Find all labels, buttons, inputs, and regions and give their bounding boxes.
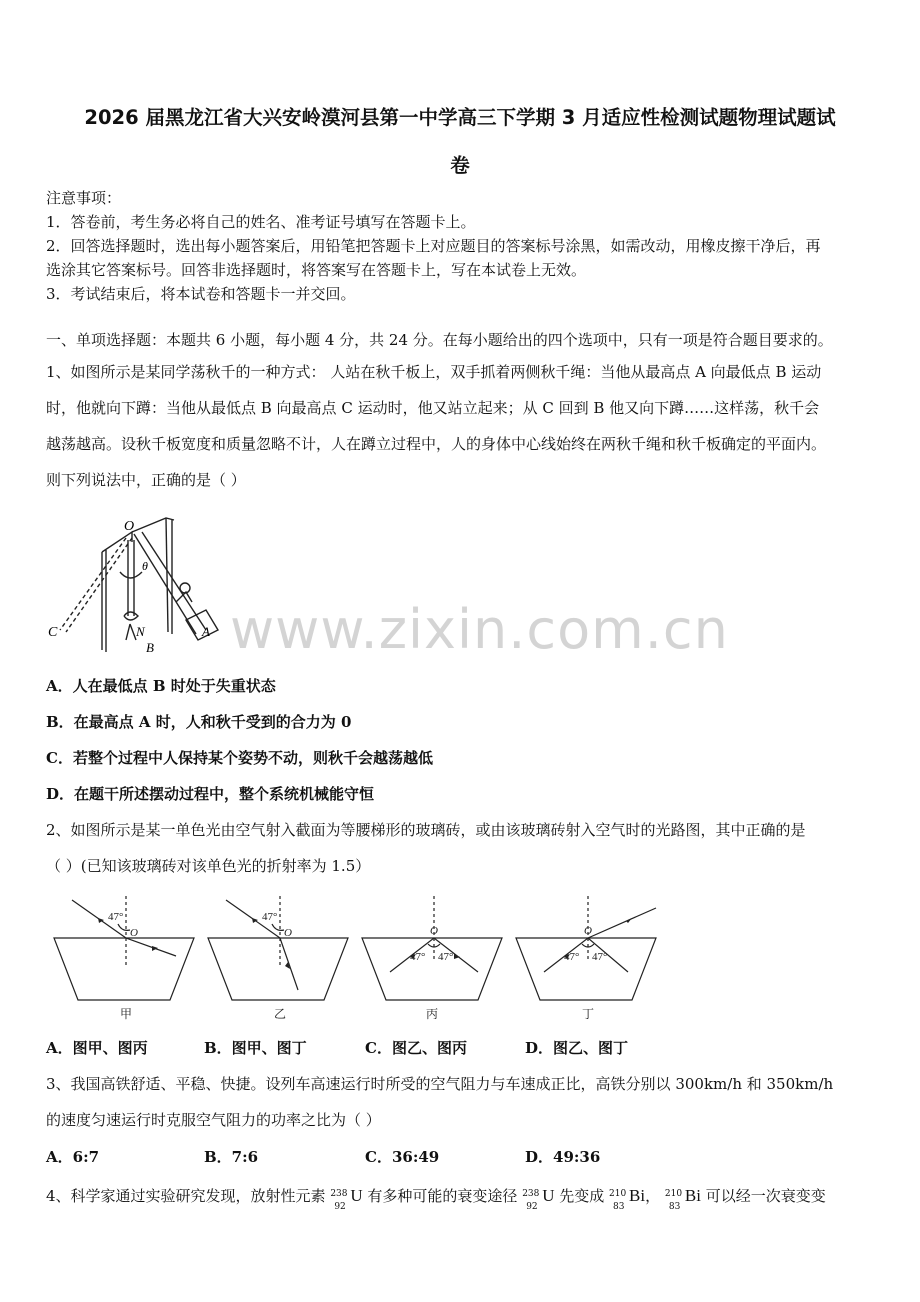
q1-option-a[interactable]: A．人在最低点 B 时处于失重状态 bbox=[46, 677, 276, 695]
q1-swing-figure bbox=[46, 512, 226, 658]
q1-option-c[interactable]: C．若整个过程中人保持某个姿势不动，则秋千会越荡越低 bbox=[46, 749, 433, 767]
fig-angle-jia: 47° bbox=[108, 911, 124, 923]
q4-text-1: 4、科学家通过实验研究发现，放射性元素 bbox=[46, 1187, 326, 1205]
q1-line2: 时，他就向下蹲：当他从最低点 B 向最高点 C 运动时，他又站立起来；从 C 回到 B 他又向下蹲……这样荡，秋千会 bbox=[46, 399, 820, 417]
fig-caption-yi: 乙 bbox=[274, 1007, 287, 1021]
q4-text-3: 先变成 bbox=[559, 1187, 605, 1205]
q2-option-c[interactable]: C．图乙、图丙 bbox=[365, 1039, 467, 1057]
isotope-bi210-b: 210 83 bbox=[664, 1189, 683, 1212]
isotope-u238-a: 238 92 bbox=[330, 1189, 348, 1212]
fig-label-theta: θ bbox=[142, 559, 148, 573]
q2-option-d[interactable]: D．图乙、图丁 bbox=[525, 1039, 629, 1057]
fig-label-a: A bbox=[202, 624, 210, 639]
q1-line4: 则下列说法中，正确的是（ ） bbox=[46, 471, 246, 489]
q2-line1: 2、如图所示是某一单色光由空气射入截面为等腰梯形的玻璃砖，或由该玻璃砖射入空气时的光路图，其中正确的是 bbox=[46, 821, 806, 839]
q3-option-c[interactable]: C．36:49 bbox=[365, 1148, 440, 1166]
fig-label-o: O bbox=[124, 519, 135, 534]
fig-caption-ding: 丁 bbox=[582, 1007, 595, 1021]
fig-angle-ding-right: 47° bbox=[592, 951, 608, 963]
q3-option-b[interactable]: B．7:6 bbox=[204, 1148, 259, 1166]
q3-line1: 3、我国高铁舒适、平稳、快捷。设列车高速运行时所受的空气阻力与车速成正比，高铁分别以 300km/h 和 350km/h bbox=[46, 1075, 834, 1093]
q4-text-5: 可以经一次衰变变 bbox=[705, 1187, 826, 1205]
note-3: 3．考试结束后，将本试卷和答题卡一并交回。 bbox=[46, 285, 356, 303]
symbol-u-a: U bbox=[350, 1186, 363, 1205]
note-2b: 选涂其它答案标号。回答非选择题时，将答案写在答题卡上，写在本试卷上无效。 bbox=[46, 261, 587, 279]
isotope-bi210-a: 210 83 bbox=[609, 1189, 627, 1212]
q2-option-b[interactable]: B．图甲、图丁 bbox=[204, 1039, 307, 1057]
watermark: www.zixin.com.cn bbox=[230, 598, 729, 661]
q1-option-d[interactable]: D．在题干所述摆动过程中，整个系统机械能守恒 bbox=[46, 785, 375, 803]
q3-line2: 的速度匀速运行时克服空气阻力的功率之比为（ ） bbox=[46, 1111, 381, 1129]
q3-option-d[interactable]: D．49:36 bbox=[525, 1148, 601, 1166]
fig-angle-bing-left: 47° bbox=[410, 951, 426, 963]
isotope-u238-b: 238 92 bbox=[522, 1189, 540, 1212]
fig-label-n: N bbox=[136, 624, 145, 639]
note-1: 1．答卷前，考生务必将自己的姓名、准考证号填写在答题卡上。 bbox=[46, 213, 476, 231]
fig-o-yi: O bbox=[284, 927, 292, 939]
fig-caption-bing: 丙 bbox=[426, 1007, 439, 1021]
q4-line1 bbox=[46, 1186, 826, 1212]
q1-option-b[interactable]: B．在最高点 A 时，人和秋千受到的合力为 0 bbox=[46, 713, 352, 731]
q1-line1: 1、如图所示是某同学荡秋千的一种方式： 人站在秋千板上，双手抓着两侧秋千绳：当他从最高点 A 向最低点 B 运动 bbox=[46, 363, 822, 381]
q4-text-4: ， bbox=[645, 1187, 661, 1205]
section-heading: 一、单项选择题：本题共 6 小题，每小题 4 分，共 24 分。在每小题给出的四个选项中，只有一项是符合题目要求的。 bbox=[46, 331, 833, 349]
document-title-line2: 卷 bbox=[450, 154, 470, 177]
document-title-line1: 2026 届黑龙江省大兴安岭漠河县第一中学高三下学期 3 月适应性检测试题物理试题试 bbox=[84, 106, 836, 129]
q2-option-a[interactable]: A．图甲、图丙 bbox=[46, 1039, 148, 1057]
note-2a: 2．回答选择题时，选出每小题答案后，用铅笔把答题卡上对应题目的答案标号涂黑，如需改动，用橡皮擦干净后，再 bbox=[46, 237, 821, 255]
symbol-bi-a: Bi bbox=[629, 1186, 646, 1205]
q4-text-2: 有多种可能的衰变途径 bbox=[367, 1187, 518, 1205]
notes-heading: 注意事项： bbox=[46, 189, 122, 207]
fig-label-c: C bbox=[48, 625, 58, 640]
fig-angle-bing-right: 47° bbox=[438, 951, 454, 963]
fig-angle-yi: 47° bbox=[262, 911, 278, 923]
q1-line3: 越荡越高。设秋千板宽度和质量忽略不计，人在蹲立过程中，人的身体中心线始终在两秋千绳和秋千板确定的平面内。 bbox=[46, 435, 827, 453]
q2-refraction-figures bbox=[46, 886, 670, 1022]
fig-caption-jia: 甲 bbox=[120, 1007, 133, 1021]
fig-angle-ding-left: 47° bbox=[564, 951, 580, 963]
q2-line2: （ ）(已知该玻璃砖对该单色光的折射率为 1.5） bbox=[46, 857, 371, 875]
symbol-u-b: U bbox=[542, 1186, 555, 1205]
q3-option-a[interactable]: A．6:7 bbox=[46, 1148, 100, 1166]
symbol-bi-b: Bi bbox=[684, 1186, 701, 1205]
fig-o-jia: O bbox=[130, 927, 138, 939]
fig-o-ding: O bbox=[584, 925, 592, 937]
fig-o-bing: O bbox=[430, 925, 438, 937]
fig-label-b: B bbox=[146, 640, 154, 655]
